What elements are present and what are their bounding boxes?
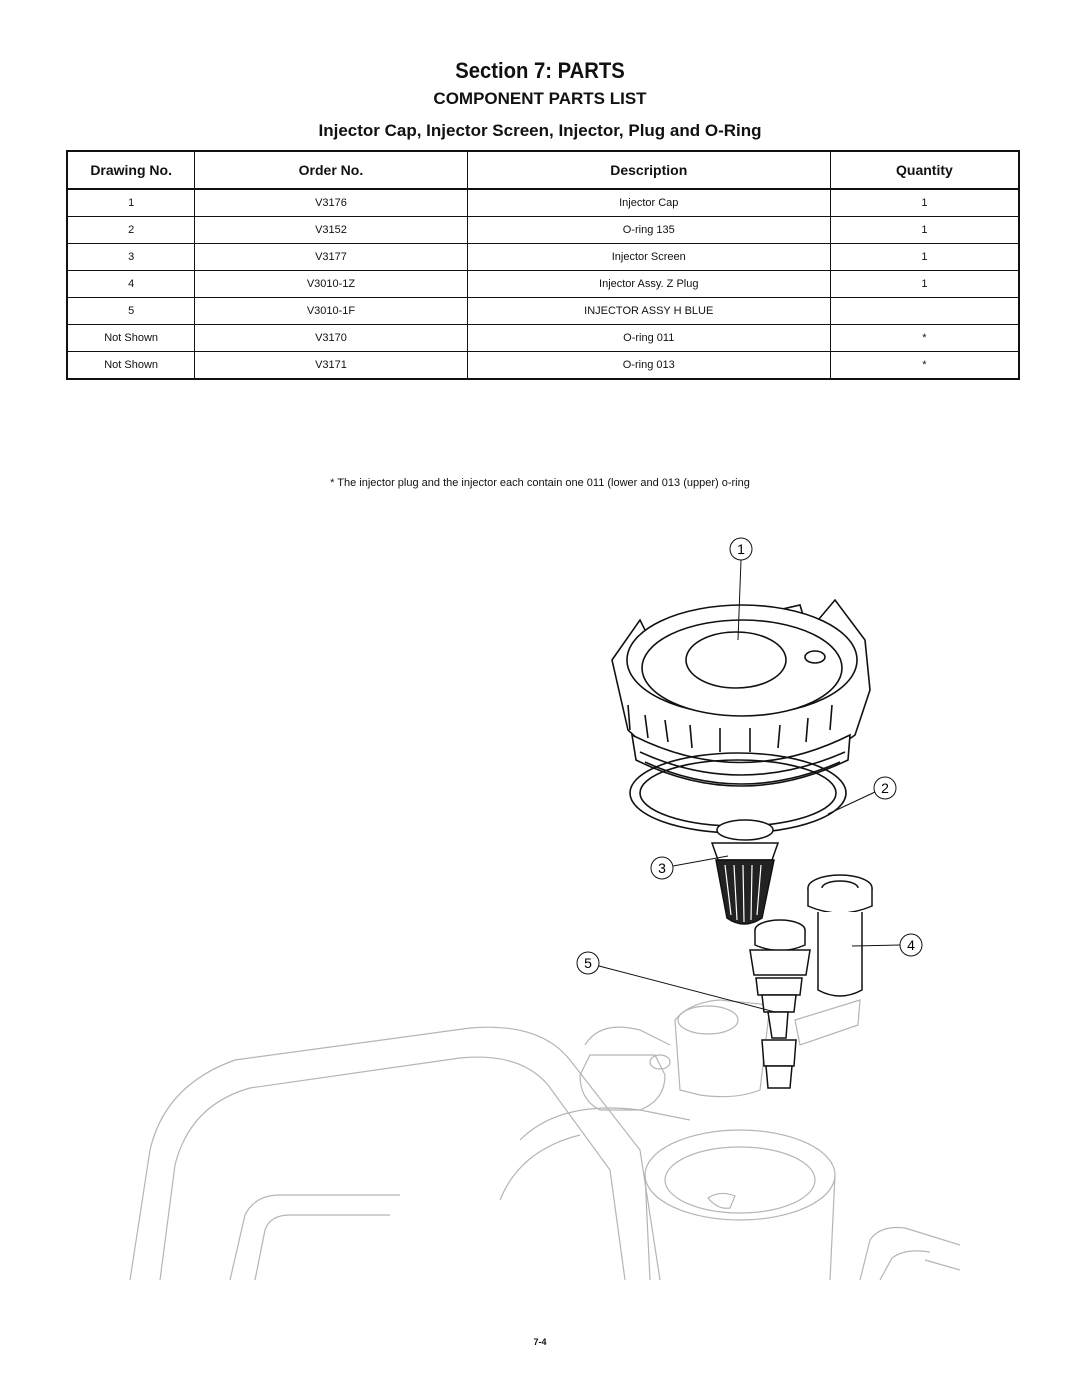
cell-quantity: * (830, 325, 1019, 352)
cell-description: O-ring 135 (467, 217, 830, 244)
cell-order-no: V3170 (195, 325, 467, 352)
table-row (67, 352, 1019, 380)
svg-text:3: 3 (658, 860, 666, 876)
valve-body-drawing (130, 1000, 960, 1280)
svg-text:5: 5 (584, 955, 592, 971)
cell-order-no: V3176 (195, 189, 467, 217)
cell-description: Injector Screen (467, 244, 830, 271)
cell-description: O-ring 011 (467, 325, 830, 352)
injector-plug-drawing (808, 875, 872, 996)
header-order-no: Order No. (195, 151, 467, 189)
svg-text:2: 2 (881, 780, 889, 796)
page-number: 7-4 (533, 1337, 547, 1347)
cell-order-no: V3010-1Z (195, 271, 467, 298)
cell-order-no: V3010-1F (195, 298, 467, 325)
cell-description: O-ring 013 (467, 352, 830, 380)
cell-drawing-no: 3 (67, 244, 195, 271)
parts-table (66, 150, 1020, 380)
cell-order-no: V3152 (195, 217, 467, 244)
cell-quantity: 1 (830, 244, 1019, 271)
footnote: * The injector plug and the injector each contain one 011 (lower and 013 (upper) o-ring (330, 477, 750, 489)
cell-drawing-no: 5 (67, 298, 195, 325)
table-row (67, 298, 1019, 325)
table-row (67, 189, 1019, 217)
table-row (67, 217, 1019, 244)
cell-drawing-no: Not Shown (67, 352, 195, 380)
cell-quantity: 1 (830, 271, 1019, 298)
cell-drawing-no: 4 (67, 271, 195, 298)
cell-quantity: 1 (830, 189, 1019, 217)
header-description: Description (467, 151, 830, 189)
svg-text:4: 4 (907, 937, 915, 953)
cell-quantity: 1 (830, 217, 1019, 244)
cell-drawing-no: 1 (67, 189, 195, 217)
subtitle: COMPONENT PARTS LIST (433, 89, 647, 108)
injector-screen-drawing (712, 820, 778, 924)
cell-order-no: V3171 (195, 352, 467, 380)
exploded-parts-drawing (120, 530, 960, 1282)
svg-text:1: 1 (737, 541, 745, 557)
injector-cap-drawing (612, 600, 870, 786)
cell-quantity: * (830, 352, 1019, 380)
cell-description: Injector Cap (467, 189, 830, 217)
cell-description: INJECTOR ASSY H BLUE (467, 298, 830, 325)
header-quantity: Quantity (830, 151, 1019, 189)
table-row (67, 325, 1019, 352)
cell-drawing-no: 2 (67, 217, 195, 244)
section-title: Section 7: PARTS (455, 58, 625, 83)
cell-drawing-no: Not Shown (67, 325, 195, 352)
heading: Injector Cap, Injector Screen, Injector, Plug and O-Ring (318, 121, 762, 140)
table-row (67, 244, 1019, 271)
table-header-row (67, 151, 1019, 189)
table-row (67, 271, 1019, 298)
cell-description: Injector Assy. Z Plug (467, 271, 830, 298)
cell-quantity (830, 298, 1019, 325)
cell-order-no: V3177 (195, 244, 467, 271)
header-drawing-no: Drawing No. (67, 151, 195, 189)
